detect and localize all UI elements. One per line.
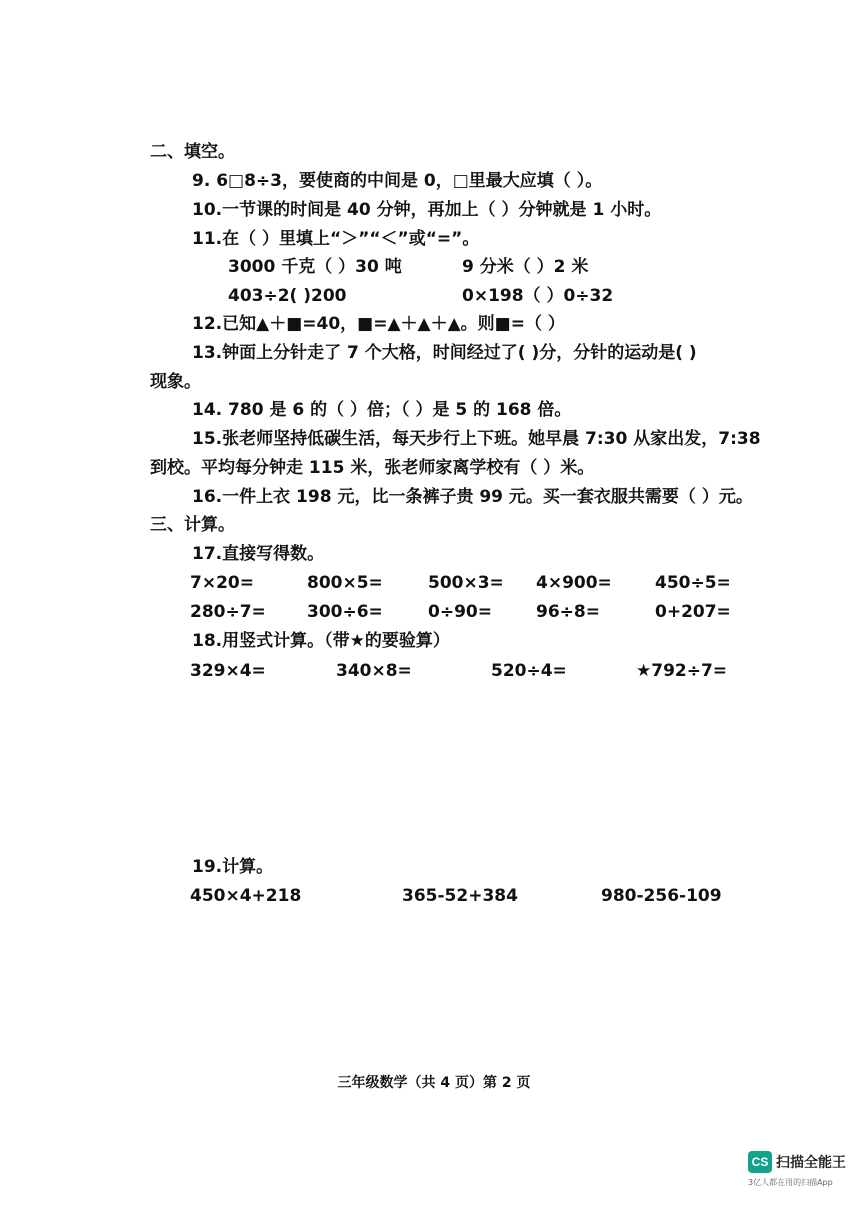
question-10: 10.一节课的时间是 40 分钟，再加上（ ）分钟就是 1 小时。: [192, 200, 662, 220]
q11-item: 9 分米（ ）2 米: [462, 257, 589, 277]
q17-item: 500×3=: [428, 573, 504, 593]
q18-item: 340×8=: [336, 661, 412, 681]
q19-item: 365-52+384: [402, 886, 518, 906]
section-3-title: 三、计算。: [150, 515, 235, 535]
question-15-line-2: 到校。平均每分钟走 115 米，张老师家离学校有（ ）米。: [150, 458, 595, 478]
q11-item: 403÷2( )200: [228, 286, 347, 306]
q17-item: 4×900=: [536, 573, 612, 593]
q17-item: 96÷8=: [536, 602, 600, 622]
question-14: 14. 780 是 6 的（ ）倍；（ ）是 5 的 168 倍。: [192, 400, 572, 420]
q18-item: ★792÷7=: [636, 661, 728, 681]
q17-item: 0+207=: [655, 602, 731, 622]
question-15-line-1: 15.张老师坚持低碳生活，每天步行上下班。她早晨 7:30 从家出发，7:38: [192, 429, 761, 449]
question-13-line-1: 13.钟面上分针走了 7 个大格，时间经过了( )分，分针的运动是( ): [192, 343, 697, 363]
question-16: 16.一件上衣 198 元，比一条裤子贵 99 元。买一套衣服共需要（ ）元。: [192, 487, 753, 507]
q17-item: 7×20=: [190, 573, 254, 593]
q11-item: 3000 千克（ ）30 吨: [228, 257, 402, 277]
page-footer: 三年级数学（共 4 页）第 2 页: [337, 1075, 531, 1091]
q17-item: 300÷6=: [307, 602, 383, 622]
q19-item: 980-256-109: [601, 886, 722, 906]
question-19: 19.计算。: [192, 857, 274, 877]
q17-item: 280÷7=: [190, 602, 266, 622]
scanner-app-slogan: 3亿人都在用的扫描App: [748, 1178, 833, 1187]
scanner-app-name: 扫描全能王: [776, 1155, 846, 1171]
q17-item: 450÷5=: [655, 573, 731, 593]
question-13-line-2: 现象。: [150, 372, 201, 392]
question-17: 17.直接写得数。: [192, 544, 325, 564]
question-12: 12.已知▲＋■=40，■=▲＋▲＋▲。则■=（ ）: [192, 314, 565, 334]
q19-item: 450×4+218: [190, 886, 302, 906]
q18-item: 520÷4=: [491, 661, 567, 681]
question-9: 9. 6□8÷3，要使商的中间是 0，□里最大应填（ ）。: [192, 171, 603, 191]
q17-item: 0÷90=: [428, 602, 492, 622]
q17-item: 800×5=: [307, 573, 383, 593]
question-11: 11.在（ ）里填上“＞”“＜”或“=”。: [192, 229, 480, 249]
scanner-logo-icon: CS: [748, 1151, 772, 1173]
section-2-title: 二、填空。: [150, 142, 235, 162]
scanner-watermark: [748, 1151, 848, 1191]
question-18: 18.用竖式计算。（带★的要验算）: [192, 631, 450, 651]
q18-item: 329×4=: [190, 661, 266, 681]
q11-item: 0×198（ ）0÷32: [462, 286, 614, 306]
